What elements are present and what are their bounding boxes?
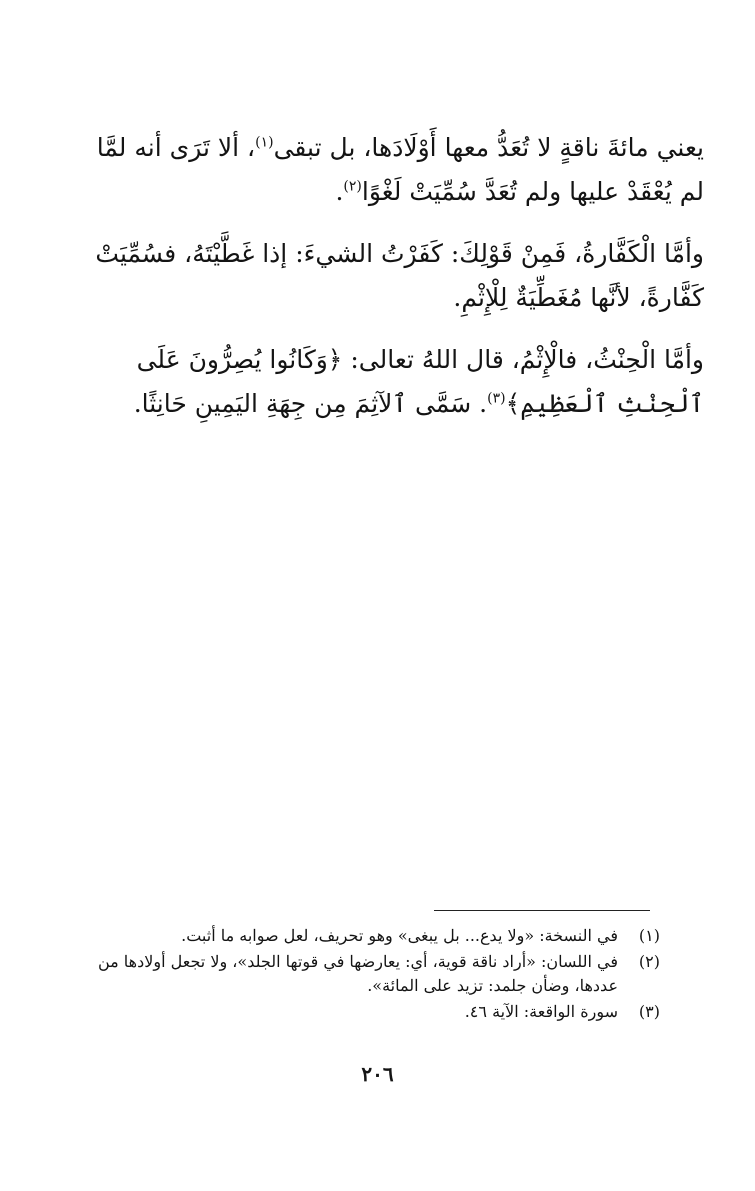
footnote-text <box>90 950 618 998</box>
page-number: ٢٠٦ <box>361 1062 394 1086</box>
text-line <box>72 170 704 214</box>
footnote-marker: (٣) <box>487 390 506 407</box>
paragraph-2 <box>72 232 704 320</box>
footnote-number: (٢) <box>638 952 660 971</box>
paragraph-1 <box>72 126 704 214</box>
footnote-text <box>90 924 618 948</box>
text-line <box>72 232 704 276</box>
footnote-line: في النسخة: «ولا يدع... بل يبغى» وهو تحريف، لعل صوابه ما أثبت. <box>181 926 618 945</box>
footnote-line: سورة الواقعة: الآية ٤٦. <box>464 1002 618 1021</box>
text-run: يعني مائةَ ناقةٍ لا تُعَدُّ معها أَوْلَادَها، بل تبقى <box>273 133 704 162</box>
footnote-number: (٣) <box>638 1002 660 1021</box>
footnote-2 <box>90 950 660 998</box>
footnote-marker: (٢) <box>343 178 362 195</box>
footnote-line: في اللسان: «أراد ناقة قوية، أي: يعارضها في قوتها الجلد»، ولا تجعل أولادها من <box>97 952 618 971</box>
footnote-number: (١) <box>638 926 660 945</box>
text-run: كَفَّارةً، لأنَّها مُغَطِّيَةٌ لِلْإِثْمِ. <box>453 283 704 312</box>
text-run: وأمَّا الْحِنْثُ، فالْإِثْمُ، قال اللهُ تعالى: ﴿وَكَانُوا يُصِرُّونَ عَلَى <box>136 345 704 374</box>
footnote-line: عددها، وضأن جلمد: تزيد على المائة». <box>367 976 618 995</box>
text-run: ، ألا تَرَى أنه لمَّا <box>96 133 256 162</box>
paragraph-3 <box>72 338 704 426</box>
footnote-separator <box>434 910 650 911</box>
text-run: وأمَّا الْكَفَّارةُ، فَمِنْ قَوْلِكَ: كَفَرْتُ الشيءَ: إذا غَطَّيْتَهُ، فسُمِّيَتْ <box>95 239 704 268</box>
text-line <box>72 276 704 320</box>
text-line <box>72 338 704 382</box>
text-run: . سَمَّى ٱلآثِمَ مِن جِهَةِ اليَمِينِ حَانِثًا. <box>133 389 488 418</box>
text-line <box>72 382 704 426</box>
text-line <box>72 126 704 170</box>
footnote-marker: (١) <box>255 134 274 151</box>
main-text <box>72 126 704 444</box>
text-run: ٱلْحِنْثِ ٱلْعَظِيمِ﴾ <box>505 389 704 418</box>
text-run: . <box>335 177 344 206</box>
footnotes <box>90 924 660 1026</box>
footnote-3 <box>90 1000 660 1024</box>
footnote-1 <box>90 924 660 948</box>
footnote-text <box>90 1000 618 1024</box>
text-run: لم يُعْقَدْ عليها ولم تُعَدَّ سُمِّيَتْ لَغْوًا <box>361 177 704 206</box>
